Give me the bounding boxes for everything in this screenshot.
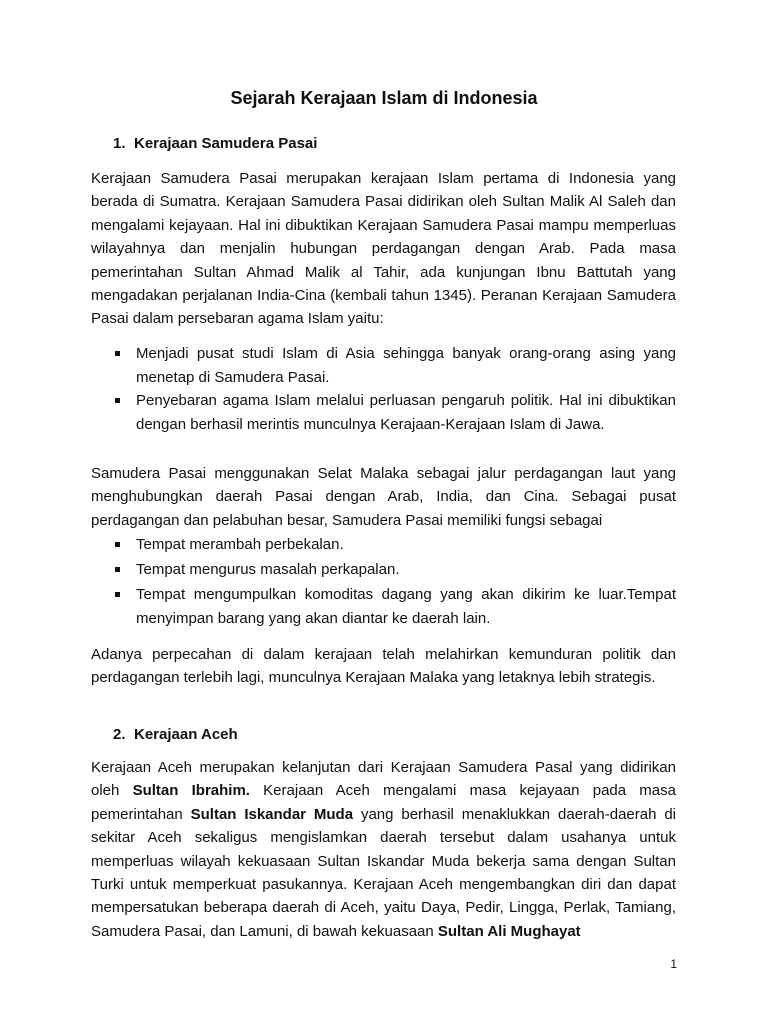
section-number: 2. — [113, 726, 126, 743]
page-number: 1 — [670, 957, 677, 971]
text-run: Kerajaan Aceh mengalami masa kejayaan pada masa pemerintahan — [91, 782, 676, 823]
paragraph-perpecahan: Adanya perpecahan di dalam kerajaan telah melahirkan kemunduran politik dan perdagangan terlebih lagi, munculnya Kerajaan Malaka yang letaknya lebih strategis. — [91, 646, 676, 687]
section-title: Kerajaan Aceh — [134, 726, 238, 743]
list-item-text: Tempat merambah perbekalan. — [136, 536, 344, 553]
list-item-text: Penyebaran agama Islam melalui perluasan pengaruh politik. Hal ini dibuktikan dengan berhasil merintis munculnya Kerajaan-Kerajaan Islam di Jawa. — [136, 392, 676, 433]
bullet-list-peranan — [110, 342, 676, 436]
document-title: Sejarah Kerajaan Islam di Indonesia — [230, 88, 538, 108]
bullet-square-icon — [115, 398, 120, 403]
paragraph-selat-malaka: Samudera Pasai menggunakan Selat Malaka sebagai jalur perdagangan laut yang menghubungkan daerah Pasai dengan Arab, India, dan Cina. Sebagai pusat perdagangan dan pelabuhan besar, Samudera Pasai memiliki fungsi sebagai — [91, 465, 676, 529]
bullet-list-fungsi — [110, 533, 676, 630]
list-item — [110, 533, 676, 557]
list-item-text: Menjadi pusat studi Islam di Asia sehingga banyak orang-orang asing yang menetap di Samudera Pasai. — [136, 345, 676, 386]
list-item-text: Tempat mengumpulkan komoditas dagang yang akan dikirim ke luar.Tempat menyimpan barang yang akan diantar ke daerah lain. — [136, 586, 676, 627]
paragraph-samudera-intro: Kerajaan Samudera Pasai merupakan kerajaan Islam pertama di Indonesia yang berada di Sumatra. Kerajaan Samudera Pasai didirikan oleh Sultan Malik Al Saleh dan mengalami kejayaan. Hal ini dibuktikan Kerajaan Samudera Pasai mampu memperluas wilayahnya dan menjalin hubungan perdagangan dengan Arab. Pada masa pemerintahan Sultan Ahmad Malik al Tahir, ada kunjungan Ibnu Battutah yang mengadakan perjalanan India-Cina (kembali tahun 1345). Peranan Kerajaan Samudera Pasai dalam persebaran agama Islam yaitu: — [91, 170, 676, 328]
bullet-square-icon — [115, 542, 120, 547]
bullet-square-icon — [115, 592, 120, 597]
list-item — [110, 342, 676, 389]
text-run: Kerajaan Aceh merupakan kelanjutan dari Kerajaan Samudera Pasal yang didirikan oleh — [91, 759, 676, 800]
list-item-text: Tempat mengurus masalah perkapalan. — [136, 560, 400, 578]
section-heading-samudera-pasai — [113, 134, 317, 154]
section-heading-aceh — [113, 725, 238, 745]
list-item — [110, 583, 676, 630]
bold-name-sultan-ibrahim: Sultan Ibrahim. — [132, 782, 250, 800]
list-item — [110, 389, 676, 436]
section-number: 1. — [113, 135, 126, 152]
text-run: yang berhasil menaklukkan daerah-daerah di sekitar Aceh sekaligus mengislamkan daerah tersebut dalam usahanya untuk memperluas wilayah kekuasaan Sultan Iskandar Muda bekerja sama dengan Sultan Turki untuk memperkuat pasukannya. Kerajaan Aceh mengembangkan diri dan dapat mempersatukan beberapa daerah di Aceh, yaitu Daya, Pedir, Lingga, Perlak, Tamiang, Samudera Pasai, dan Lamuni, di bawah kekuasaan — [91, 805, 676, 940]
section-title: Kerajaan Samudera Pasai — [134, 135, 318, 152]
bullet-square-icon — [115, 351, 120, 356]
bold-name-sultan-ali-mughayat: Sultan Ali Mughayat — [437, 922, 581, 940]
bullet-square-icon — [115, 567, 120, 572]
list-item — [110, 558, 676, 582]
bold-name-sultan-iskandar-muda: Sultan Iskandar Muda — [190, 805, 354, 823]
paragraph-kerajaan-aceh — [91, 756, 676, 943]
